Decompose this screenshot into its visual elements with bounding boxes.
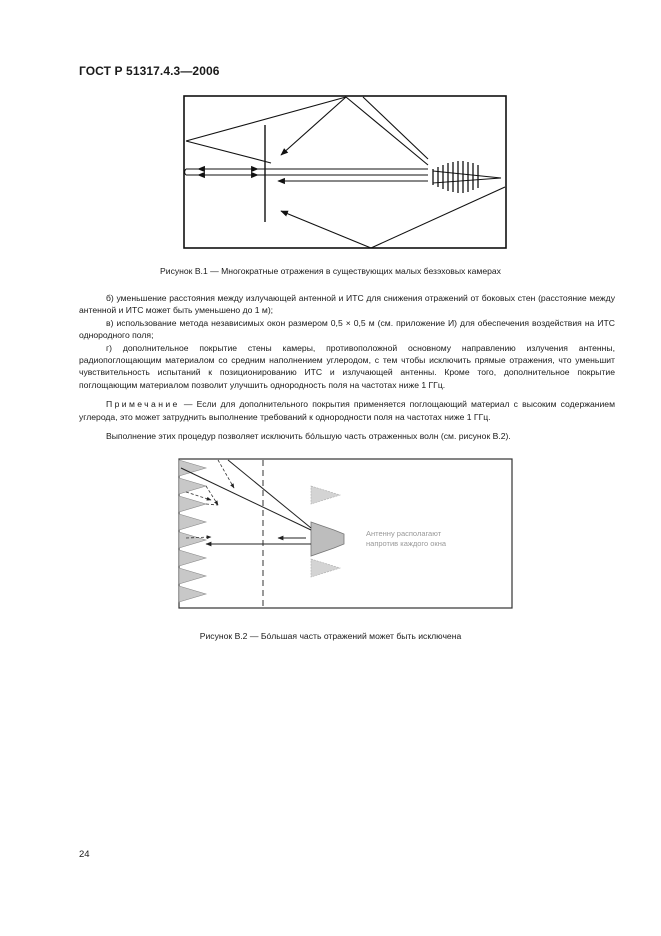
absorber-wedges: [179, 460, 206, 602]
figure2-caption: Рисунок В.2 — Бóльшая часть отражений может быть исключена: [199, 631, 462, 641]
page-number: 24: [79, 849, 90, 860]
list-item-b: б) уменьшение расстояния между излучающей антенной и ИТС для снижения отражений от боковых стен (расстояние между антенной и ИТС может быть уменьшено до 1 м);: [79, 293, 615, 316]
figure1-caption: Рисунок В.1 — Многократные отражения в существующих малых безэховых камерах: [160, 266, 501, 276]
body-list: [79, 292, 615, 442]
note-label: Примечание: [106, 399, 180, 410]
antenna-icon: [433, 161, 501, 193]
annotation-line-1: Антенну располагают: [366, 529, 442, 538]
figure-reflections-eliminated: [178, 458, 514, 610]
figure-multiple-reflections: [183, 95, 515, 250]
note-text: — Если для дополнительного покрытия применяется поглощающий материал с высоким содержанием углерода, это может затруднить выполнение требований к однородности поля на частотах ниже 1 ГГц.: [79, 399, 615, 422]
antenna-upper-icon: [311, 486, 340, 504]
annotation-line-2: напротив каждого окна: [366, 539, 447, 548]
note-paragraph: [79, 398, 615, 423]
antenna-annotation: [366, 529, 446, 549]
antenna-lower-icon: [311, 559, 340, 577]
conclusion-paragraph: Выполнение этих процедур позволяет исключить бóльшую часть отраженных волн (см. рисунок В.2).: [106, 431, 511, 442]
chamber-outline-2: [179, 459, 512, 608]
document-header: ГОСТ Р 51317.4.3—2006: [79, 64, 220, 78]
list-item-g: г) дополнительное покрытие стены камеры, противоположной основному направлению излучения антенны, радиопоглощающим материалом со средним наполнением углеродом, с тем чтобы исключить прямые отражения, что уменьшит чувствительность испытаний к позиционированию ИТС и излучающей антенны. Кроме того, дополнительное покрытие поглощающим материалом позволит улучшить однородность поля на частотах ниже 1 ГГц.: [79, 342, 615, 390]
list-item-v: в) использование метода независимых окон размером 0,5 × 0,5 м (см. приложение И) для обеспечения воздействия на ИТС однородного поля;: [79, 317, 615, 341]
antenna-main-icon: [311, 522, 344, 556]
